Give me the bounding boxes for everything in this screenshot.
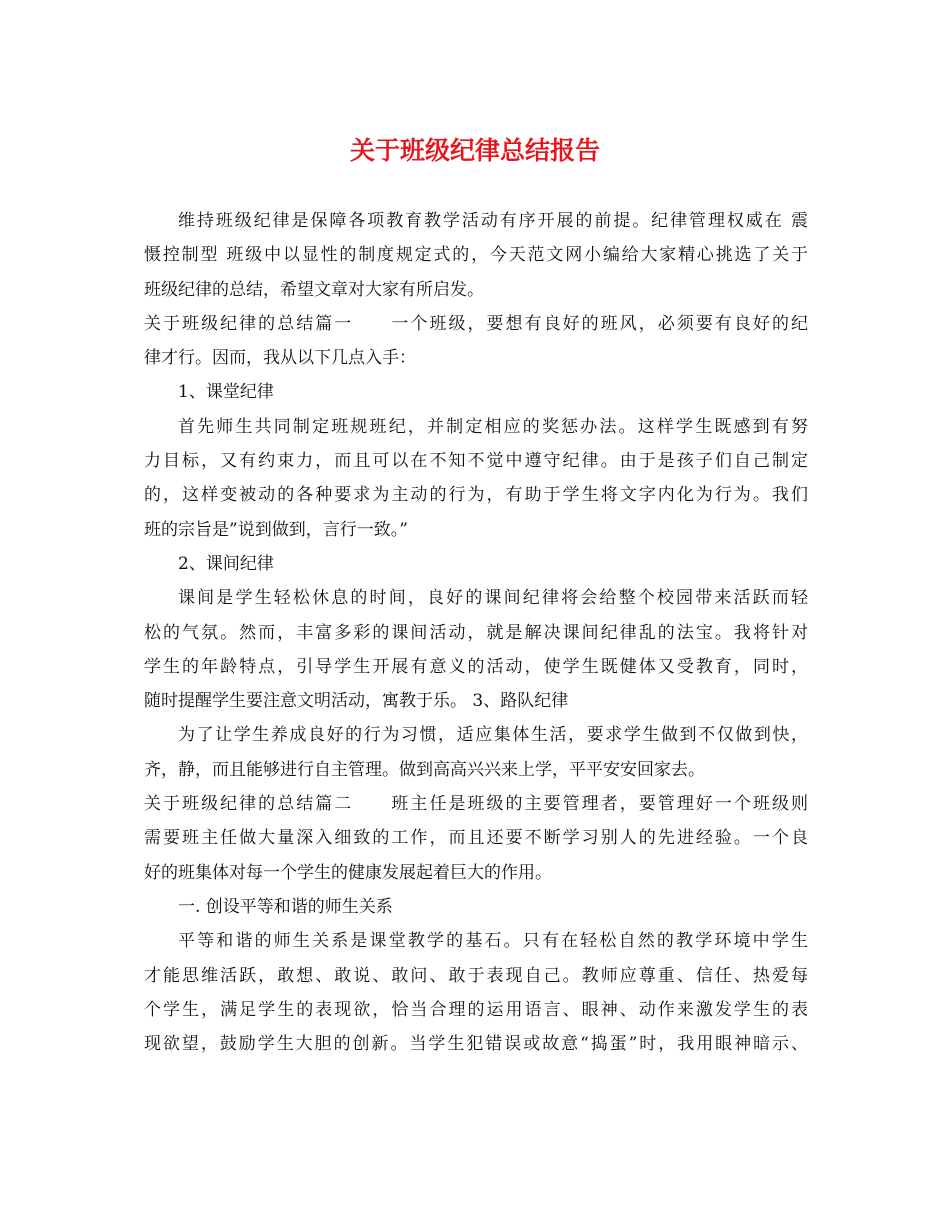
text-line: 学生的年龄特点，引导学生开展有意义的活动，使学生既健体又受教育，同时， [144, 656, 808, 677]
text-line: 松的气氛。然而，丰富多彩的课间活动，就是解决课间纪律乱的法宝。我将针对 [144, 622, 808, 643]
text-line: 慑控制型 班级中以显性的制度规定式的，今天范文网小编给大家精心挑选了关于 [144, 245, 808, 266]
text-line: 班的宗旨是”说到做到，言行一致。” [144, 519, 408, 540]
text-line: 律才行。因而，我从以下几点入手： [144, 348, 416, 369]
text-line: 维持班级纪律是保障各项教育教学活动有序开展的前提。纪律管理权威在 震 [178, 211, 808, 231]
text-line: 齐，静，而且能够进行自主管理。做到高高兴兴来上学，平平安安回家去。 [144, 759, 705, 780]
text-line: 课间是学生轻松休息的时间，良好的课间纪律将会给整个校园带来活跃而轻 [178, 588, 808, 609]
text-line: 1、课堂纪律 [178, 382, 274, 403]
text-line: 需要班主任做大量深入细致的工作，而且还要不断学习别人的先进经验。一个良 [144, 828, 808, 849]
document-title: 关于班级纪律总结报告 [349, 136, 600, 165]
text-line: 2、课间纪律 [178, 553, 274, 574]
text-line: 个学生，满足学生的表现欲，恰当合理的运用语言、眼神、动作来激发学生的表 [144, 999, 808, 1020]
text-line: 一. 创设平等和谐的师生关系 [178, 896, 393, 917]
text-line: 为了让学生养成良好的行为习惯，适应集体生活，要求学生做到不仅做到快， [178, 725, 808, 746]
text-line: 平等和谐的师生关系是课堂教学的基石。只有在轻松自然的教学环境中学生 [178, 931, 808, 952]
text-line: 才能思维活跃，敢想、敢说、敢问、敢于表现自己。教师应尊重、信任、热爱每 [144, 965, 808, 986]
text-line: 现欲望，鼓励学生大胆的创新。当学生犯错误或故意“捣蛋”时，我用眼神暗示、 [144, 1034, 808, 1055]
text-line: 的，这样变被动的各种要求为主动的行为，有助于学生将文字内化为行为。我们 [144, 485, 808, 506]
text-line: 力目标，又有约束力，而且可以在不知不觉中遵守纪律。由于是孩子们自己制定 [144, 451, 808, 472]
text-line: 关于班级纪律的总结篇二 班主任是班级的主要管理者，要管理好一个班级则 [144, 794, 808, 815]
document-body [144, 204, 808, 1061]
text-line: 随时提醒学生要注意文明活动，寓教于乐。 3、路队纪律 [144, 691, 569, 712]
text-line: 首先师生共同制定班规班纪，并制定相应的奖惩办法。这样学生既感到有努 [178, 416, 808, 437]
text-line: 关于班级纪律的总结篇一 一个班级，要想有良好的班风，必须要有良好的纪 [144, 313, 808, 334]
text-line: 好的班集体对每一个学生的健康发展起着巨大的作用。 [144, 862, 552, 883]
text-line: 班级纪律的总结，希望文章对大家有所启发。 [144, 279, 484, 300]
